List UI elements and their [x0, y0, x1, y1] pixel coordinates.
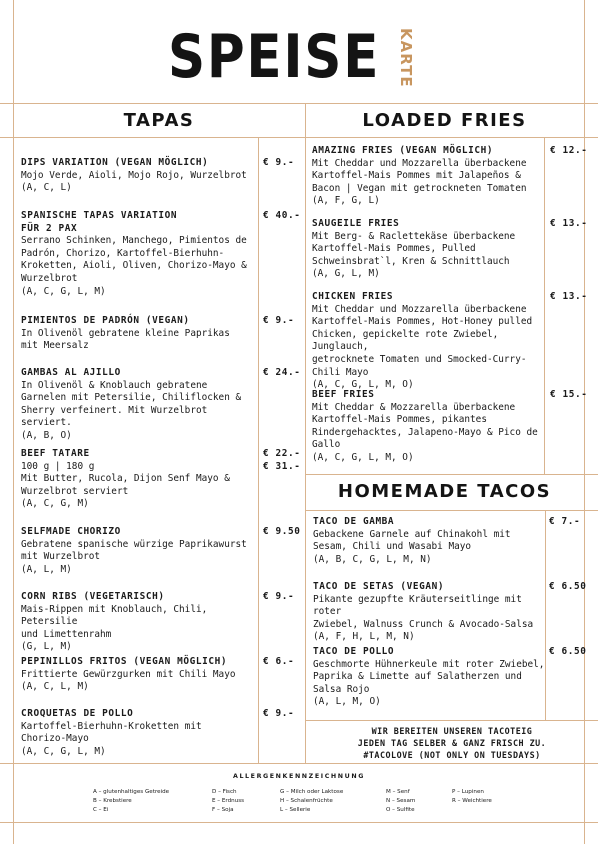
tapas-menu-item [21, 656, 257, 694]
tacos-menu-item [313, 646, 545, 709]
tapas-title: TAPAS [123, 110, 195, 131]
menu-item-allergens: (A, L, M, O) [313, 696, 381, 708]
menu-item-name [21, 315, 257, 328]
border-line [0, 822, 598, 823]
menu-item-price: € 9.- [263, 708, 295, 719]
menu-item-name [312, 389, 544, 402]
menu-item-description: Gebratene spanische würzige Paprikawurst mit Wurzelbrot [21, 538, 247, 563]
menu-item-price: € 9.- [263, 315, 295, 326]
tapas-menu-item [21, 157, 257, 195]
menu-item-price: € 7.- [549, 516, 581, 527]
menu-item-name [313, 646, 545, 659]
menu-item-description: Mais-Rippen mit Knoblauch, Chili, Petersilie und Limettenrahm [21, 603, 208, 640]
menu-item-price: € 9.50 [263, 526, 301, 537]
menu-item-name-line: BEEF FRIES [312, 389, 375, 400]
border-line [0, 103, 598, 104]
menu-item-description: 100 g | 180 g Mit Butter, Rucola, Dijon Senf Mayo & Wurzelbrot serviert [21, 460, 230, 497]
menu-item-name [21, 157, 257, 170]
tapas-menu-item [21, 315, 257, 353]
menu-item-description: Mit Cheddar und Mozzarella überbackene Kartoffel-Mais Pommes mit Jalapeños & Bacon | Vegan mit getrockneten Tomaten [312, 157, 527, 194]
menu-item-name [312, 218, 544, 231]
menu-item-allergens: (A, B, C, G, L, M, N) [313, 553, 432, 565]
allergen-column [93, 788, 169, 815]
menu-item-description: Mit Cheddar & Mozzarella überbackene Kartoffel-Mais Pommes, pikantes Rindergehacktes, Jalapeno-Mayo & Pico de Gallo [312, 401, 538, 451]
border-line [305, 103, 306, 763]
menu-item-price: € 12.- [550, 145, 588, 156]
fries-menu-item [312, 389, 544, 465]
menu-item-description: Geschmorte Hühnerkeule mit roter Zwiebel, Paprika & Limette auf Salatherzen und Salsa Rojo [313, 658, 545, 695]
fries-menu-item [312, 145, 544, 208]
menu-item-name-line: DIPS VARIATION (VEGAN MÖGLICH) [21, 157, 209, 168]
menu-item-allergens: (A, B, O) [21, 429, 72, 441]
allergen-column [452, 788, 492, 806]
menu-item-price: € 6.- [263, 656, 295, 667]
menu-item-name-line: SELFMADE CHORIZO [21, 526, 121, 537]
allergen-entry: R – Weichtiere [452, 798, 492, 804]
border-line [0, 763, 598, 764]
menu-item-name [21, 210, 257, 235]
menu-item-name-line: GAMBAS AL AJILLO [21, 367, 121, 378]
menu-item-description: Mit Cheddar und Mozzarella überbackene Kartoffel-Mais Pommes, Hot-Honey pulled Chicken, gepickelte rote Zwiebel, Junglauch, getrocknete Tomaten und Smocked-Curry- Chili Mayo [312, 303, 533, 378]
allergen-entry: E – Erdnuss [212, 798, 245, 804]
homemade-tacos-title: HOMEMADE TACOS [337, 481, 552, 502]
border-line [0, 137, 598, 138]
menu-item-price: € 9.- [263, 157, 295, 168]
taco-note [306, 725, 598, 761]
fries-menu-item [312, 291, 544, 392]
menu-item-name-line: AMAZING FRIES (VEGAN MÖGLICH) [312, 145, 494, 156]
taco-note-line: WIR BEREITEN UNSEREN TACOTEIG [371, 726, 533, 736]
allergen-column [386, 788, 415, 815]
tacos-menu-item [313, 516, 545, 566]
loaded-fries-title: LOADED FRIES [362, 110, 527, 131]
allergen-entry: H – Schalenfrüchte [280, 798, 333, 804]
menu-item-allergens: (A, F, H, L, M, N) [313, 631, 415, 643]
tacos-menu-item [313, 581, 545, 644]
fries-menu-item [312, 218, 544, 281]
menu-item-allergens: (A, C, G, L, M) [21, 745, 106, 757]
menu-item-description: Serrano Schinken, Manchego, Pimientos de Padrón, Chorizo, Kartoffel-Bierhuhn- Kroketten, Aioli, Oliven, Chorizo-Mayo & Wurzelbrot [21, 235, 247, 284]
menu-item-price: € 13.- [550, 218, 588, 229]
menu-item-name-line: TACO DE SETAS (VEGAN) [313, 581, 445, 592]
allergen-entry: N – Sesam [386, 798, 416, 804]
menu-item-name-line: SPANISCHE TAPAS VARIATION [21, 210, 178, 221]
menu-item-name-line: CORN RIBS (VEGETARISCH) [21, 591, 165, 602]
menu-item-name [21, 656, 257, 669]
menu-item-description: Mojo Verde, Aioli, Mojo Rojo, Wurzelbrot [21, 169, 247, 181]
menu-item-name [21, 708, 257, 721]
tapas-menu-item [21, 367, 257, 443]
allergen-column [280, 788, 343, 815]
menu-item-name [313, 581, 545, 594]
tapas-menu-item [21, 448, 257, 511]
taco-note-line: #TACOLOVE (NOT ONLY ON TUESDAYS) [363, 750, 541, 760]
menu-item-price: € 6.50 [549, 581, 587, 592]
menu-item-allergens: (A, G, L, M) [312, 268, 380, 280]
menu-item-allergens: (A, F, G, L) [312, 195, 380, 207]
menu-item-name [21, 367, 257, 380]
menu-item-price: € 9.- [263, 591, 295, 602]
menu-item-name [313, 516, 545, 529]
allergen-entry: M – Senf [386, 789, 410, 795]
allergen-title: ALLERGENKENNZEICHNUNG [232, 773, 366, 780]
menu-item-description: Pikante gezupfte Kräuterseitlinge mit roter Zwiebel, Walnuss Crunch & Avocado-Salsa [313, 593, 534, 630]
menu-item-description: In Olivenöl & Knoblauch gebratene Garnelen mit Petersilie, Chiliflocken & Sherry verfeinert. Mit Wurzelbrot serviert. [21, 379, 242, 429]
menu-item-name-line: CROQUETAS DE POLLO [21, 708, 134, 719]
menu-item-allergens: (G, L, M) [21, 641, 72, 653]
allergen-entry: P – Lupinen [452, 789, 484, 795]
menu-item-name-line: PIMIENTOS DE PADRÓN (VEGAN) [21, 315, 190, 326]
border-line [258, 137, 259, 763]
allergen-entry: G – Milch oder Laktose [280, 789, 344, 795]
menu-item-price: € 22.- [263, 448, 301, 459]
border-line [584, 0, 585, 844]
menu-item-name [21, 526, 257, 539]
menu-item-price: € 6.50 [549, 646, 587, 657]
border-line [305, 474, 598, 475]
allergen-entry: A – glutenhaltiges Getreide [93, 789, 170, 795]
logo-main-text: SPEISE [168, 22, 381, 92]
menu-item-description: Kartoffel-Bierhuhn-Kroketten mit Chorizo-Mayo [21, 720, 202, 745]
tapas-menu-item [21, 210, 257, 298]
tapas-menu-item [21, 526, 257, 576]
menu-item-name-line: SAUGEILE FRIES [312, 218, 400, 229]
menu-item-allergens: (A, C, G, L, M, O) [312, 379, 414, 391]
menu-item-description: Gebackene Garnele auf Chinakohl mit Sesam, Chili und Wasabi Mayo [313, 528, 511, 553]
border-line [544, 137, 545, 474]
menu-item-name-line: BEEF TATARE [21, 448, 90, 459]
border-line [305, 510, 598, 511]
menu-item-name [21, 448, 257, 461]
menu-item-description: In Olivenöl gebratene kleine Paprikas mit Meersalz [21, 327, 230, 352]
menu-item-price: € 40.- [263, 210, 301, 221]
menu-item-name [312, 145, 544, 158]
allergen-entry: O – Sulfite [386, 807, 415, 813]
menu-item-name [21, 591, 257, 604]
menu-item-price: € 15.- [550, 389, 588, 400]
menu-item-name-line: TACO DE GAMBA [313, 516, 395, 527]
menu-item-price: € 31.- [263, 460, 301, 472]
allergen-entry: F – Soja [212, 807, 234, 813]
menu-item-allergens: (A, C, G, L, M) [21, 285, 106, 297]
menu-item-name-line: PEPINILLOS FRITOS (VEGAN MÖGLICH) [21, 656, 228, 667]
menu-item-name-line: CHICKEN FRIES [312, 291, 394, 302]
menu-item-description: Frittierte Gewürzgurken mit Chili Mayo [21, 668, 236, 680]
menu-item-description: Mit Berg- & Raclettekäse überbackene Kartoffel-Mais Pommes, Pulled Schweinsbrat`l, Kren & Schnittlauch [312, 230, 516, 267]
allergen-column [212, 788, 244, 815]
border-line [545, 510, 546, 720]
menu-item-name [312, 291, 544, 304]
allergen-entry: L – Sellerie [280, 807, 311, 813]
taco-note-line: JEDEN TAG SELBER & GANZ FRISCH ZU. [357, 738, 547, 748]
tapas-menu-item [21, 591, 257, 654]
menu-item-name-line: TACO DE POLLO [313, 646, 395, 657]
menu-item-allergens: (A, C, G, L, M, O) [312, 451, 414, 463]
allergen-entry: D – Fisch [212, 789, 237, 795]
menu-item-allergens: (A, C, L, M) [21, 681, 89, 693]
border-line [305, 720, 598, 721]
allergen-entry: C – Ei [93, 807, 109, 813]
menu-item-allergens: (A, C, G, M) [21, 498, 89, 510]
menu-item-price: € 24.- [263, 367, 301, 378]
menu-item-price: € 13.- [550, 291, 588, 302]
allergen-entry: B – Krebstiere [93, 798, 132, 804]
menu-item-allergens: (A, L, M) [21, 563, 72, 575]
tapas-menu-item [21, 708, 257, 758]
logo-side-text: KARTE [397, 28, 415, 88]
menu-item-allergens: (A, C, L) [21, 182, 72, 194]
menu-item-name-line: FÜR 2 PAX [21, 222, 78, 234]
